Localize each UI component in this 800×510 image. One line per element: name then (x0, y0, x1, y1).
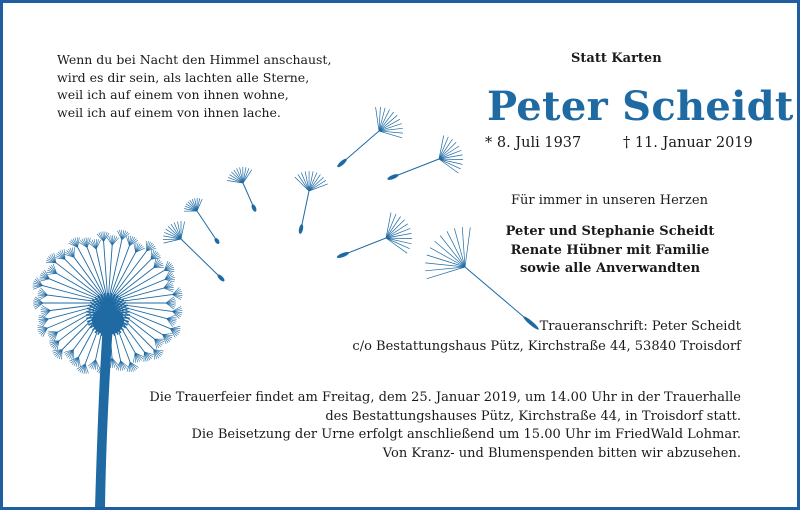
motto: Für immer in unseren Herzen (511, 193, 708, 208)
funeral-notice (149, 389, 741, 463)
heading-statt-karten: Statt Karten (571, 51, 662, 66)
flying-seed (336, 107, 403, 168)
mourner-line: sowie alle Anverwandten (519, 261, 701, 276)
poem-line: weil ich auf einem von ihnen wohne, (57, 87, 289, 102)
dandelion-center (92, 307, 124, 335)
birth-date: * 8. Juli 1937 (485, 135, 582, 151)
deceased-name: Peter Scheidt (487, 83, 794, 130)
flying-seed (184, 198, 220, 245)
notice-line: Die Beisetzung der Urne erfolgt anschließend um 15.00 Uhr im FriedWald Lohmar. (191, 427, 741, 442)
poem (57, 51, 331, 121)
address-line: Traueranschrift: Peter Scheidt (539, 319, 741, 334)
flying-seed (295, 171, 328, 234)
flying-seed (227, 167, 257, 212)
notice-line: des Bestattungshauses Pütz, Kirchstraße 44, in Troisdorf statt. (325, 408, 741, 424)
poem-line: Wenn du bei Nacht den Himmel anschaust, (57, 52, 332, 67)
flying-seed (336, 213, 412, 260)
poem-line: weil ich auf einem von ihnen lache. (57, 104, 281, 120)
mourner-line: Peter und Stephanie Scheidt (505, 224, 715, 239)
flying-seed (163, 221, 226, 283)
death-date: † 11. Januar 2019 (623, 135, 753, 151)
mourner-line: Renate Hübner mit Familie (510, 242, 710, 258)
notice-line: Von Kranz- und Blumenspenden bitten wir abzusehen. (382, 445, 741, 461)
notice-line: Die Trauerfeier findet am Freitag, dem 25. Januar 2019, um 14.00 Uhr in der Trauerhalle (149, 390, 741, 405)
address-line: c/o Bestattungshaus Pütz, Kirchstraße 44, 53840 Troisdorf (352, 339, 741, 354)
poem-line: wird es dir sein, als lachten alle Sterne, (57, 69, 310, 85)
mourners-list (483, 223, 737, 279)
flying-seed (387, 136, 463, 182)
flying-seeds (163, 107, 540, 331)
mourning-address (352, 317, 741, 357)
